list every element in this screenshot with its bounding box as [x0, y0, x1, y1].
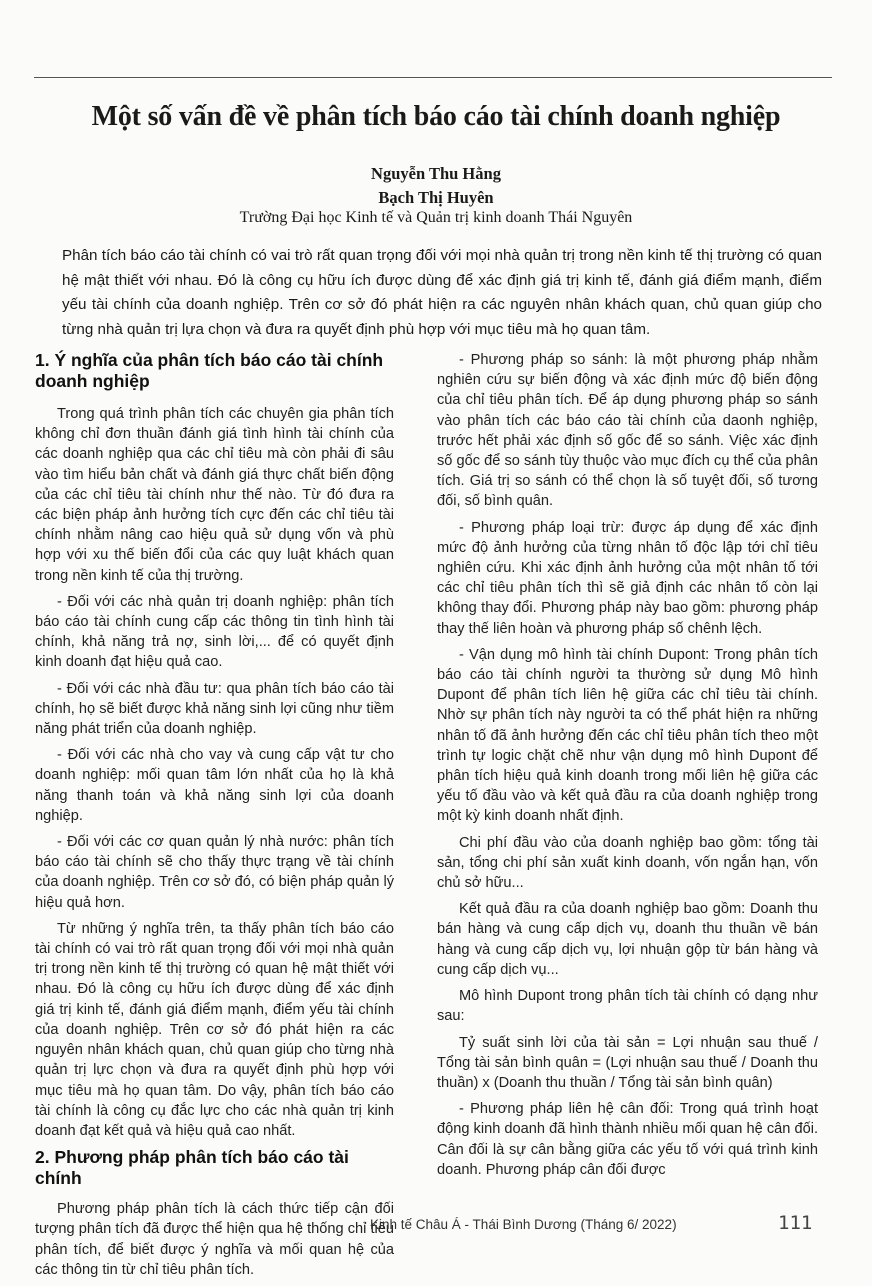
- left-column: [35, 350, 394, 1286]
- right-paragraph: - Phương pháp loại trừ: được áp dụng để xác định mức độ ảnh hưởng của từng nhân tố độc lập tới chỉ tiêu nghiên cứu. Khi xác định ảnh hưởng của một nhân tố tới các chỉ tiêu phân tích thì sẽ giả định các nhân tố còn lại không thay đổi. Phương pháp này bao gồm: phương pháp thay thế liên hoàn và phương pháp số chênh lệch.: [437, 519, 818, 637]
- section-1-paragraph: - Đối với các nhà quản trị doanh nghiệp: phân tích báo cáo tài chính cung cấp các thông tin tình hình tài chính, khả năng trả nợ, sinh lời,... để có quyết định kinh doanh đạt hiệu quả cao.: [35, 593, 394, 671]
- section-1-heading: 1. Ý nghĩa của phân tích báo cáo tài chính doanh nghiệp: [35, 350, 384, 391]
- right-paragraph: Mô hình Dupont trong phân tích tài chính có dạng như sau:: [437, 988, 818, 1025]
- right-paragraph: Chi phí đầu vào của doanh nghiệp bao gồm: tổng tài sản, tổng chi phí sản xuất kinh doanh, vốn ngắn hạn, vốn chủ sở hữu...: [437, 834, 818, 892]
- right-column: [437, 350, 818, 1186]
- abstract: Phân tích báo cáo tài chính có vai trò rất quan trọng đối với mọi nhà quản trị trong nền kinh tế thị trường có quan hệ mật thiết với nhau. Đó là công cụ hữu ích được dùng để xác định giá trị kinh tế, đánh giá điểm mạnh, điểm yếu tài chính của doanh nghiệp. Trên cơ sở đó phát hiện ra các nguyên nhân khách quan, chủ quan giúp cho từng nhà quản trị lựa chọn và đưa ra quyết định phù hợp với mục tiêu mà họ quan tâm.: [62, 247, 822, 338]
- section-1-paragraph: - Đối với các nhà đầu tư: qua phân tích báo cáo tài chính, họ sẽ biết được khả năng sinh lợi cũng như tiềm năng phát triển của doanh nghiệp.: [35, 680, 394, 738]
- section-1-paragraph: Từ những ý nghĩa trên, ta thấy phân tích báo cáo tài chính có vai trò rất quan trọng đối với mọi nhà quản trị trong nền kinh tế thị trường có quan hệ mật thiết với nhau. Đó là công cụ hữu ích được dùng để xác định giá trị kinh tế, đánh giá điểm mạnh, điểm yếu tài chính của doanh nghiệp. Trên cơ sở đó phát hiện ra các nguyên nhân khách quan, chủ quan giúp cho từng nhà quản trị lực chọn và đưa ra quyết định phù hợp với mục tiêu mà họ quan tâm. Do vậy, phân tích báo cáo tài chính là công cụ đắc lực cho các nhà quản trị kinh doanh đạt kết quả và hiệu quả cao nhất.: [35, 920, 394, 1139]
- section-2-heading: 2. Phương pháp phân tích báo cáo tài chính: [35, 1147, 349, 1189]
- right-paragraph: Tỷ suất sinh lời của tài sản = Lợi nhuận sau thuế / Tổng tài sản bình quân = (Lợi nhuận sau thuế / Doanh thu thuần) x (Doanh thu thuần / Tổng tài sản bình quân): [437, 1034, 818, 1091]
- right-paragraph: - Vận dụng mô hình tài chính Dupont: Trong phân tích báo cáo tài chính người ta thường sử dụng Mô hình Dupont để phân tích liên hệ giữa các chỉ tiêu tài chính. Nhờ sự phân tích này người ta có thể phát hiện ra những nhân tố đã ảnh hưởng đến các chỉ tiêu phân tích theo một trình tự logic chặt chẽ như vận dụng mô hình Dupont để phân tích hiệu quả kinh doanh trong mối liên hệ giữa các yếu tố đầu vào và kết quả đầu ra của doanh nghiệp trong một kỳ kinh doanh nhất định.: [437, 646, 818, 825]
- header-rule: [34, 77, 832, 78]
- right-paragraph: Kết quả đầu ra của doanh nghiệp bao gồm: Doanh thu bán hàng và cung cấp dịch vụ, doanh thu thuần về bán hàng và cung cấp dịch vụ, lợi nhuận gộp từ bán hàng và cung cấp dịch vụ...: [437, 901, 818, 978]
- page-number: 111: [778, 1212, 813, 1234]
- section-1-paragraph: - Đối với các nhà cho vay và cung cấp vật tư cho doanh nghiệp: mối quan tâm lớn nhất của họ là khả năng thanh toán và khả năng sinh lợi của doanh nghiệp.: [35, 747, 394, 824]
- author-2: Bạch Thị Huyên: [378, 188, 494, 207]
- journal-footer: Kinh tế Châu Á - Thái Bình Dương (Tháng 6/ 2022): [370, 1217, 677, 1232]
- section-1-paragraph: - Đối với các cơ quan quản lý nhà nước: phân tích báo cáo tài chính sẽ cho thấy thực trạng về tài chính của doanh nghiệp. Trên cơ sở đó, có biện pháp quản lý hiệu quả hơn.: [35, 834, 394, 911]
- right-paragraph: - Phương pháp liên hệ cân đối: Trong quá trình hoạt động kinh doanh đã hình thành nhiều mối quan hệ cân đối. Cân đối là sự cân bằng giữa các yếu tố với quá trình kinh doanh. Phương pháp cân đối được: [437, 1101, 818, 1178]
- article-title: Một số vấn đề về phân tích báo cáo tài chính doanh nghiệp: [91, 101, 781, 132]
- section-1-paragraph: Trong quá trình phân tích các chuyên gia phân tích không chỉ đơn thuần đánh giá tình hình tài chính của các doanh nghiệp qua các chỉ tiêu mà còn phải đi sâu vào tìm hiểu bản chất và đánh giá thực chất biến động của các chỉ tiêu tài chính như thế nào. Từ đó đưa ra các biện pháp ảnh hưởng tích cực đến các chỉ tiêu tài chính nhằm nâng cao hiệu quả sử dụng vốn và phù hợp với xu thế biến đổi của các quy luật khách quan trong nền kinh tế của thị trường.: [35, 406, 394, 584]
- right-paragraph: - Phương pháp so sánh: là một phương pháp nhằm nghiên cứu sự biến động và xác định mức độ biến động của chỉ tiêu phân tích. Để áp dụng phương pháp so sánh vào phân tích các báo cáo tài chính của daonh nghiệp, trước hết phải xác định số gốc để so sánh. Việc xác định số gốc để so sánh tùy thuộc vào mục đích cụ thể của phân tích. Giá trị so sánh có thể chọn là số tuyệt đối, số tương đối, số bình quân.: [437, 352, 818, 510]
- author-1: Nguyễn Thu Hằng: [371, 164, 501, 183]
- affiliation: Trường Đại học Kinh tế và Quản trị kinh doanh Thái Nguyên: [239, 209, 633, 226]
- section-2-paragraph: Phương pháp phân tích là cách thức tiếp cận đối tượng phân tích đã được thể hiện qua hệ thống chỉ tiêu phân tích, để biết được ý nghĩa và mối quan hệ của các thông tin từ chỉ tiêu phân tích.: [35, 1201, 394, 1278]
